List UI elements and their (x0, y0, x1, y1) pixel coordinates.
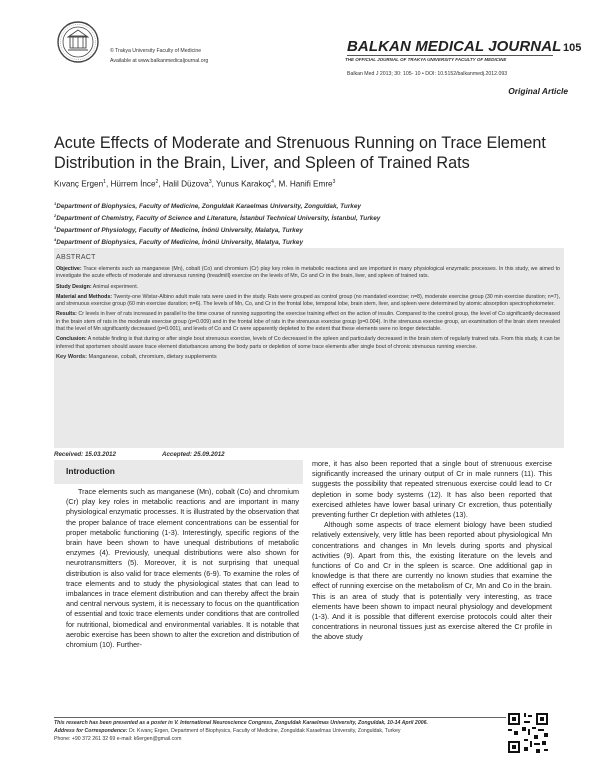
header-left (110, 46, 208, 66)
author-list: Kıvanç Ergen$^1$, Hürrem İnce$^2$, Halil Düzova$^3$, Yunus Karakoç$^4$, M. Hanifi Emre$^3$ (54, 179, 336, 189)
abstract-objective (56, 266, 560, 281)
body-column-right (312, 459, 552, 643)
qr-code-icon (506, 711, 550, 755)
citation-line: Balkan Med J 2013; 30: 105- 10 • DOI: 10.5152/balkanmedj.2012.093 (347, 71, 508, 77)
affiliation-item (54, 224, 554, 236)
header-rule (347, 55, 553, 56)
author-sup: 2 (155, 179, 159, 185)
poster-note (54, 719, 524, 727)
abstract-design (56, 284, 560, 291)
affiliation-sup: 4 (54, 236, 57, 242)
author-name: Halil Düzova (162, 179, 209, 189)
abstract-text: Manganese, cobalt, chromium, dietary supplements (88, 353, 217, 360)
abstract-box (54, 248, 564, 448)
abstract-text: Animal experiment. (92, 283, 139, 290)
journal-subtitle: THE OFFICIAL JOURNAL OF TRAKYA UNIVERSITY FACULTY OF MEDICINE (345, 57, 507, 62)
abstract-text: Trace elements such as manganese (Mn), cobalt (Co) and chromium (Cr) play key roles in metabolic reactions and are important in many physiological enzymatic processes. In this study, we aimed to investigate the acute effects of moderate and strenuous running (treadmill) exercise on the levels of Mn, Co and Cr in the brain, liver, and spleen of trained rats. (56, 266, 560, 280)
affiliation-text: Department of Chemistry, Faculty of Science and Literature, İstanbul Technical University, İstanbul, Turkey (56, 215, 381, 223)
abstract-text: Twenty-one Wistar-Albino adult male rats were used in the study. Rats were grouped as control group (no mandated exercise; n=8), moderate exercise group (30 min exercise duration; n=7), and strenuous exercise group (60 min exercise duration; n=6). The levels of Mn, Co, and Cr in the frontal lobe, temporal lobe, brain stem, liver, and spleen were determined by atomic absorption spectrophotometer. (56, 293, 560, 308)
article-type: Original Article (508, 86, 568, 96)
author-sup: 4 (271, 179, 274, 185)
abstract-label: Results: (56, 311, 77, 318)
abstract-methods (56, 294, 560, 309)
author-sup: 3 (332, 179, 336, 185)
affiliation-item (54, 212, 554, 224)
affiliation-sup: 2 (54, 212, 57, 218)
body-paragraph: Although some aspects of trace element biology have been studied relatively extensively, very little has been reported about physiological Mn concentrations and changes in Mn levels during sports and physical activities (9). Apart from this, the existing literature on the levels and functions of Co and Cr in the spleen is scarce. One additional gap in knowledge is that there are currently no known studies that examine the effect of running exercise on the metabolism of Cr, Mn and Co in the brain. This is an area of study that is potentially very interesting, as trace elements have been shown to impact neural physiology and development (1-3). And it is possible that different exercise protocols could alter their concentrations in neuronal tissues just as exercise altered the Cr profile in the above study (312, 520, 552, 642)
author-name: Hürrem İnce (110, 179, 156, 189)
affiliation-item (54, 200, 554, 212)
affiliation-text: Department of Biophysics, Faculty of Medicine, Zonguldak Karaelmas University, Zonguldak, Turkey (56, 203, 361, 211)
abstract-label: Material and Methods: (56, 293, 113, 300)
body-paragraph: more, it has also been reported that a single bout of strenuous exercise significantly increased the urinary output of Cr in male runners (11). This suggests the possibility that repeated strenuous exercise could lead to Cr depletion in some body systems (12). It has also been reported that exercised athletes have lower basal urinary Cr excretion, thus potentially preventing further Cr depletion with athletes (13). (312, 459, 552, 520)
poster-note-text: This research has been presented as a poster in V. International Neuroscience Congress, Zonguldak Karaelmas University, Zonguldak, 10-14 April 2006. (54, 720, 428, 726)
author-name: M. Hanifi Emre (278, 179, 333, 189)
accepted-date: Accepted: 25.09.2012 (162, 451, 225, 458)
article-title: Acute Effects of Moderate and Strenuous Running on Trace Element Distribution in the Brain, Liver, and Spleen of Trained Rats (54, 134, 546, 172)
affiliation-sup: 1 (54, 201, 57, 206)
abstract-label: Key Words: (56, 353, 87, 360)
received-date: Received: 15.03.2012 (54, 451, 116, 458)
author-name: Kıvanç Ergen (54, 179, 104, 189)
page-number: 105 (563, 42, 582, 54)
copyright-line: © Trakya University Faculty of Medicine (110, 48, 202, 54)
contact-line: Phone: +90 372 261 32 69 e-mail: k6ergen@gmail.com (54, 736, 182, 743)
university-seal-icon (56, 20, 100, 64)
author-name: Yunus Karakoç (216, 179, 272, 189)
dates-line (54, 451, 354, 458)
available-line: Available at www.balkanmedicaljournal.org (110, 58, 209, 64)
abstract-heading: ABSTRACT (56, 254, 96, 261)
affiliation-sup: 3 (54, 224, 57, 230)
abstract-results (56, 311, 560, 333)
abstract-label: Study Design: (56, 283, 92, 290)
author-sup: 3 (208, 179, 212, 185)
abstract-text: A notable finding is that during or after single bout strenuous exercise, levels of Co decreased in the spleen and particularly decreased in the brain stem of regularly trained rats. From this study, it can be inferred that sportsmen should aware trace element disturbances among the body parts or depletion of some trace elements after single bout of chronic strenuous running exercise. (56, 336, 560, 350)
correspondence (54, 727, 524, 735)
abstract-label: Conclusion: (56, 336, 87, 343)
footer-notes (54, 719, 524, 744)
author-sup: 1 (103, 179, 106, 185)
correspondence-text: Dr. Kıvanç Ergen, Department of Biophysics, Faculty of Medicine, Zonguldak Karaelmas University, Zonguldak, Turkey (128, 728, 401, 735)
abstract-keywords (56, 354, 560, 360)
intro-heading: Introduction (66, 466, 115, 476)
body-paragraph: Trace elements such as manganese (Mn), cobalt (Co) and chromium (Cr) play key roles in metabolic reactions and are important in many physiological enzymatic processes. It is illustrated by the observation that the proper balance of trace element concentrations can be essential for proper metabolic functioning (1-3). Interestingly, specific regions of the brain have been shown to have unequal distributions of metabolic enzymes (4). Previously, unequal distributions were also shown for neurotransmitters (5). Moreover, it is not surprising that unequal distribution is also valid for trace elements (6-9). To examine the roles of trace elements and to study the physiological states that can lead to imbalances in trace element distribution and can thereby affect the brain and central nervous system, it is necessary to focus on the quantification of essential and toxic trace elements under conditions that are controlled for nutritional, biomedical and environmental variables. It is notable that aerobic exercise has been shown to alter the excretion and distribution of chromium (10). Further- (66, 487, 299, 650)
body-column-left (66, 487, 299, 650)
affiliation-item (54, 236, 554, 248)
abstract-text: Cr levels in liver of rats increased in parallel to the time course of running supporting the exercise training effect on the action of insulin. Compared to the control group, the level of Co significantly decreased in the brain stem of rats in the moderate exercise group (p=0.009) and in the frontal lobe of rats in the strenuous exercise group (p=0.004). In the strenuous exercise group, an examination of the brain stem revealed that the level of Mn significantly decreased (p=0.001), and levels of Co and Cr were apparently depleted to the extent that these elements were no longer detectable. (56, 311, 560, 333)
abstract-label: Objective: (56, 266, 82, 272)
correspondence-label: Address for Correspondence: (54, 728, 128, 735)
footer-rule (54, 717, 528, 718)
abstract-conclusion (56, 336, 560, 351)
journal-title: BALKAN MEDICAL JOURNAL (347, 38, 562, 55)
affiliation-list (54, 200, 554, 248)
affiliation-text: Department of Biophysics, Faculty of Medicine, İnönü University, Malatya, Turkey (56, 238, 304, 246)
affiliation-text: Department of Physiology, Faculty of Medicine, İnönü University, Malatya, Turkey (56, 226, 303, 234)
